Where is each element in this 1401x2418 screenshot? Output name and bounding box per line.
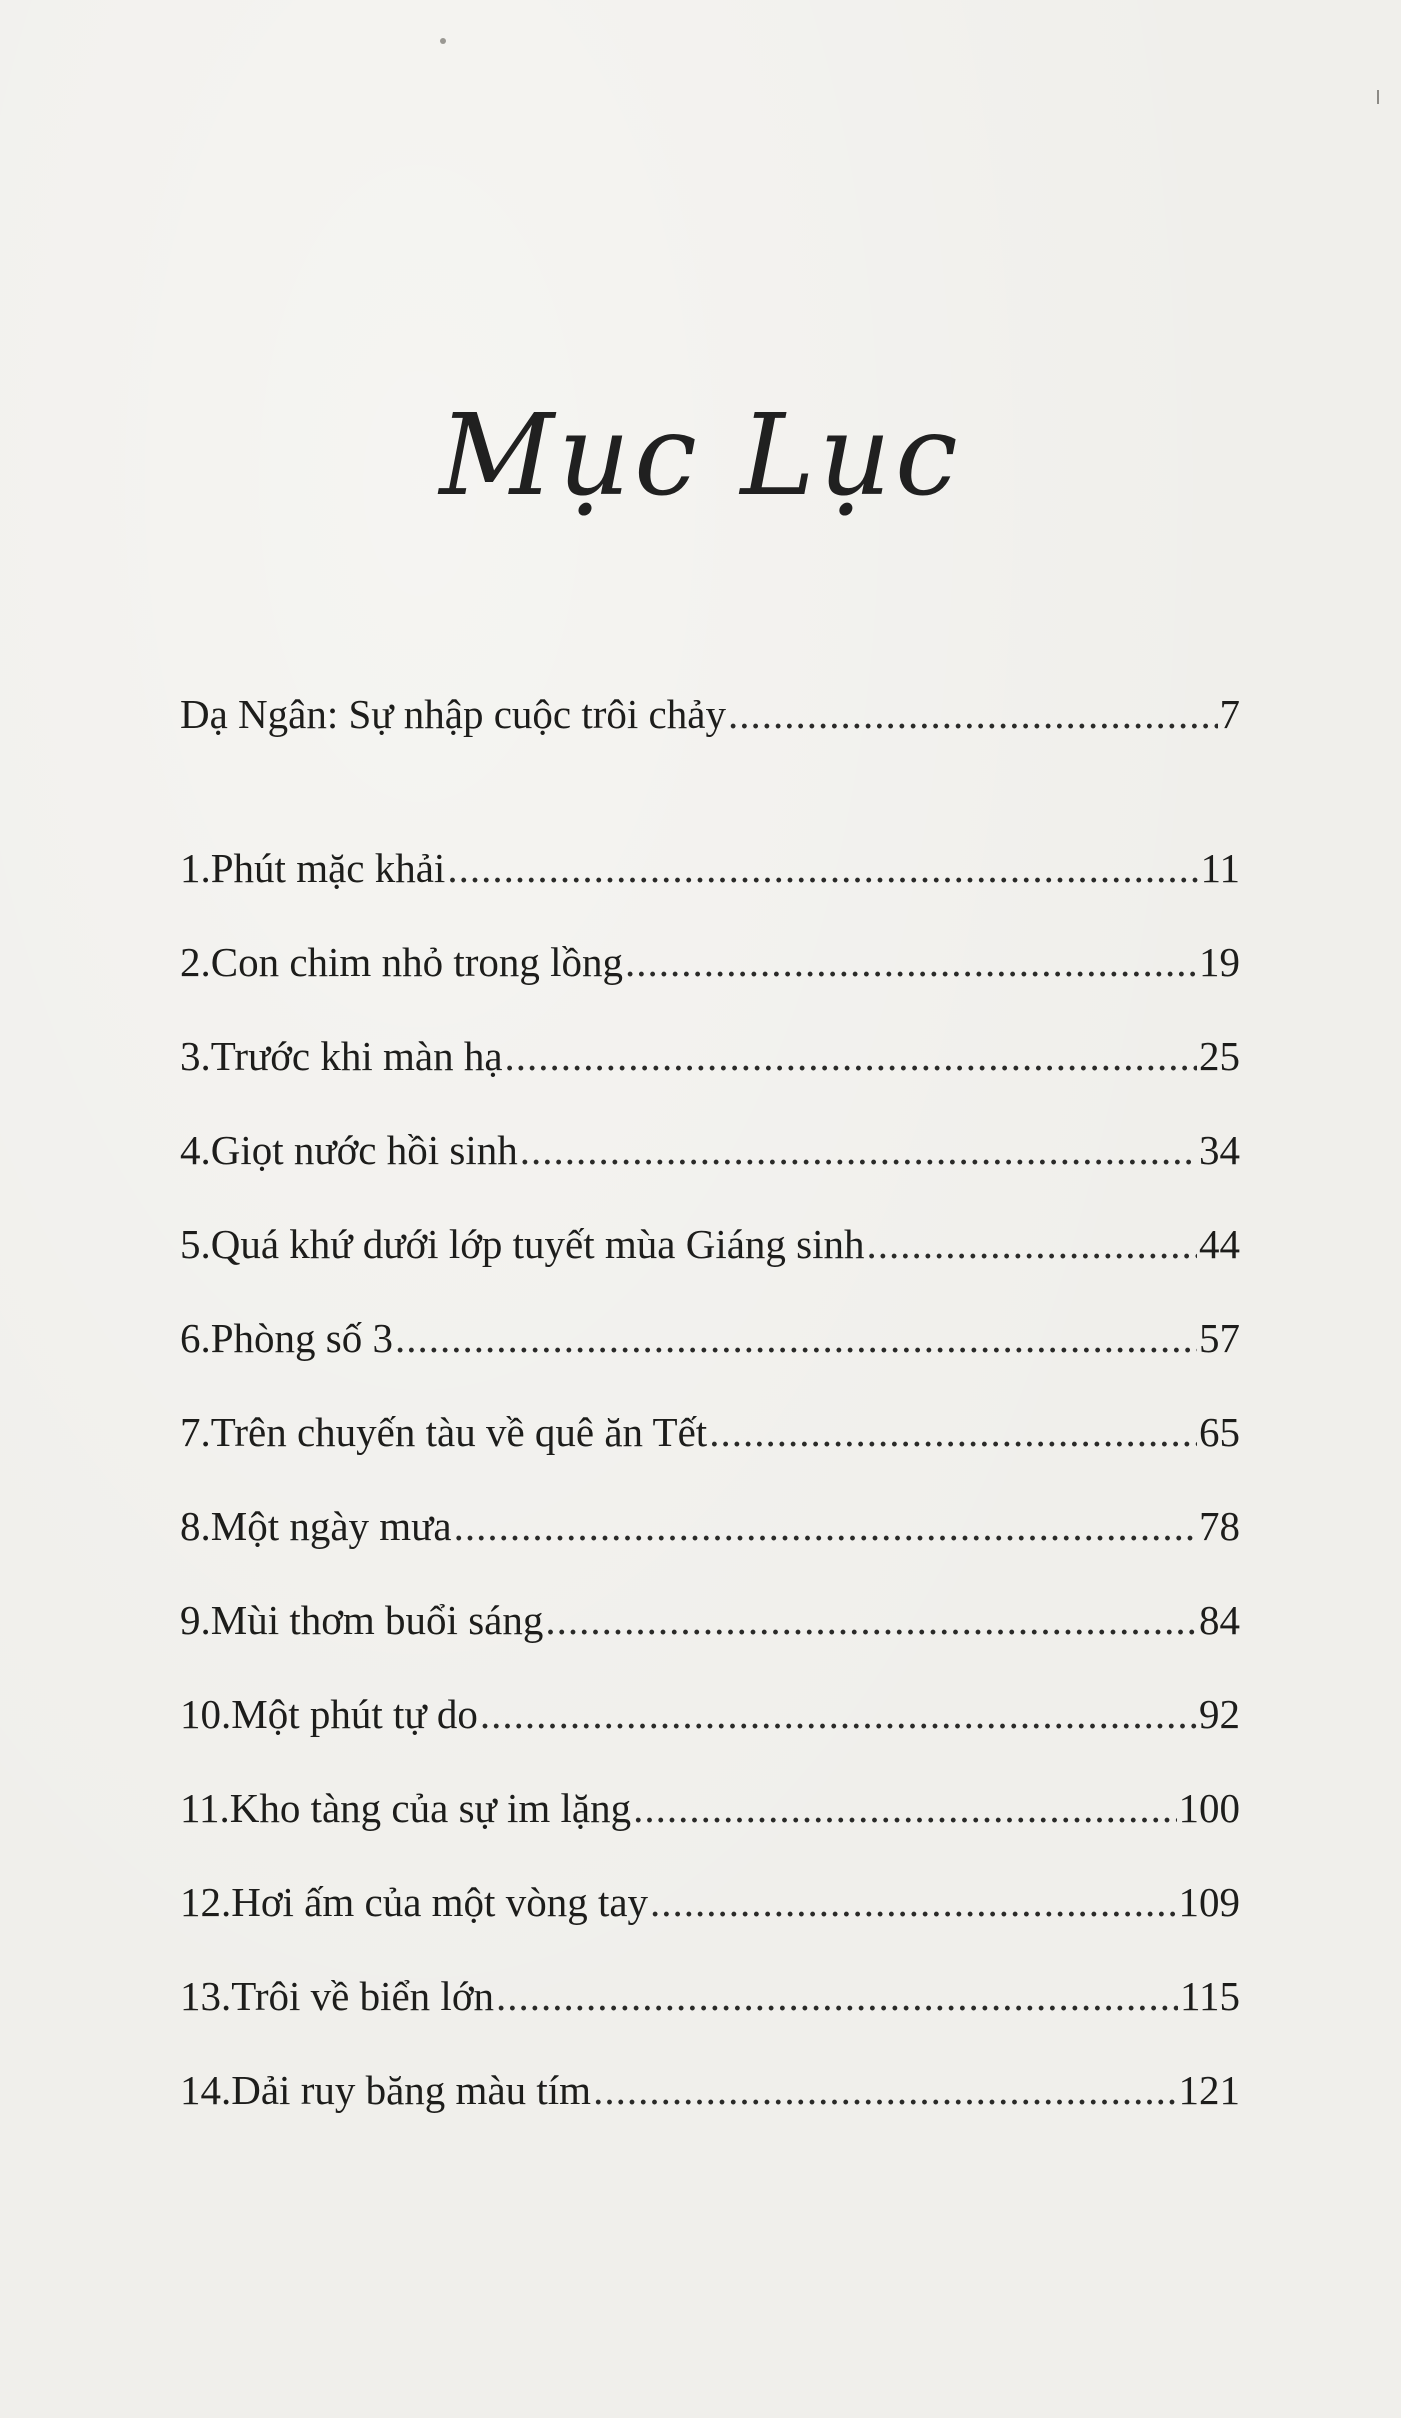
dot-leader (480, 1690, 1197, 1738)
toc-entry-number: 14. (180, 2067, 232, 2113)
dot-leader (496, 1972, 1178, 2020)
dot-leader (447, 844, 1198, 892)
toc-entry-page: 84 (1199, 1597, 1240, 1643)
dot-leader (454, 1502, 1197, 1550)
toc-entry (180, 1596, 1240, 1690)
paper-speck (440, 38, 446, 44)
toc-entry-page: 121 (1178, 2067, 1240, 2113)
toc-entry-number: 9. (180, 1597, 211, 1643)
toc-entry-number: 2. (180, 939, 211, 985)
toc-entry (180, 1032, 1240, 1126)
toc-entry-number: 10. (180, 1691, 232, 1737)
toc-entry-page: 44 (1199, 1221, 1240, 1267)
toc-entry-number: 4. (180, 1127, 211, 1173)
toc-entry (180, 2066, 1240, 2160)
dot-leader (709, 1408, 1197, 1456)
toc-entry (180, 1690, 1240, 1784)
toc-entry-title: Trôi về biển lớn (231, 1973, 495, 2019)
toc-entry-number: 7. (180, 1409, 211, 1455)
toc-entry (180, 1220, 1240, 1314)
toc-entry-number: 13. (180, 1973, 232, 2019)
toc-title: Mục Lục (439, 391, 962, 521)
toc-entry (180, 1972, 1240, 2066)
toc-entry-title: Phòng số 3 (210, 1315, 394, 1361)
toc-entry-page: 78 (1199, 1503, 1240, 1549)
toc-entry-page: 7 (1219, 691, 1240, 737)
toc-entry-title: Trên chuyến tàu về quê ăn Tết (210, 1409, 708, 1455)
toc-entry-page: 25 (1199, 1033, 1240, 1079)
table-of-contents (180, 690, 1240, 2160)
toc-entry-title: Mùi thơm buổi sáng (210, 1597, 544, 1643)
toc-entry-title: Kho tàng của sự im lặng (229, 1785, 632, 1831)
dot-leader (395, 1314, 1197, 1362)
toc-entry (180, 1502, 1240, 1596)
toc-entry-number: 8. (180, 1503, 211, 1549)
dot-leader (728, 690, 1218, 738)
toc-entry-number: 12. (180, 1879, 232, 1925)
dot-leader (650, 1878, 1176, 1926)
toc-entry-title: Dạ Ngân: Sự nhập cuộc trôi chảy (180, 691, 726, 737)
toc-entry-title: Quá khứ dưới lớp tuyết mùa Giáng sinh (210, 1221, 865, 1267)
dot-leader (625, 938, 1197, 986)
toc-entry (180, 1126, 1240, 1220)
toc-entry-page: 65 (1199, 1409, 1240, 1455)
toc-entry-page: 57 (1199, 1315, 1240, 1361)
toc-entry (180, 1784, 1240, 1878)
toc-intro-entry (180, 690, 1240, 784)
dot-leader (545, 1596, 1197, 1644)
toc-entry (180, 1408, 1240, 1502)
toc-entry-title: Dải ruy băng màu tím (231, 2067, 592, 2113)
dot-leader (593, 2066, 1176, 2114)
toc-entry (180, 844, 1240, 938)
toc-entry-page: 34 (1199, 1127, 1240, 1173)
toc-entry-number: 5. (180, 1221, 211, 1267)
toc-entry-title: Một phút tự do (231, 1691, 478, 1737)
toc-entry-title: Hơi ấm của một vòng tay (231, 1879, 649, 1925)
toc-entry-number: 3. (180, 1033, 211, 1079)
dot-leader (505, 1032, 1197, 1080)
edge-mark (1377, 90, 1379, 104)
toc-entry-title: Phút mặc khải (210, 845, 446, 891)
toc-entry (180, 1314, 1240, 1408)
toc-entry-page: 92 (1199, 1691, 1240, 1737)
toc-entry-number: 6. (180, 1315, 211, 1361)
toc-entry (180, 938, 1240, 1032)
toc-entry-title: Một ngày mưa (210, 1503, 452, 1549)
toc-entry (180, 1878, 1240, 1972)
toc-entry-page: 19 (1199, 939, 1240, 985)
dot-leader (867, 1220, 1197, 1268)
toc-entry-number: 11. (180, 1785, 230, 1831)
toc-entry-number: 1. (180, 845, 211, 891)
toc-entry-page: 100 (1178, 1785, 1240, 1831)
toc-entry-page: 11 (1200, 845, 1240, 891)
toc-entry-page: 115 (1180, 1973, 1240, 2019)
toc-entry-title: Giọt nước hồi sinh (210, 1127, 518, 1173)
toc-entry-title: Trước khi màn hạ (210, 1033, 503, 1079)
toc-entry-page: 109 (1178, 1879, 1240, 1925)
toc-entry-title: Con chim nhỏ trong lồng (210, 939, 624, 985)
dot-leader (633, 1784, 1176, 1832)
dot-leader (520, 1126, 1197, 1174)
